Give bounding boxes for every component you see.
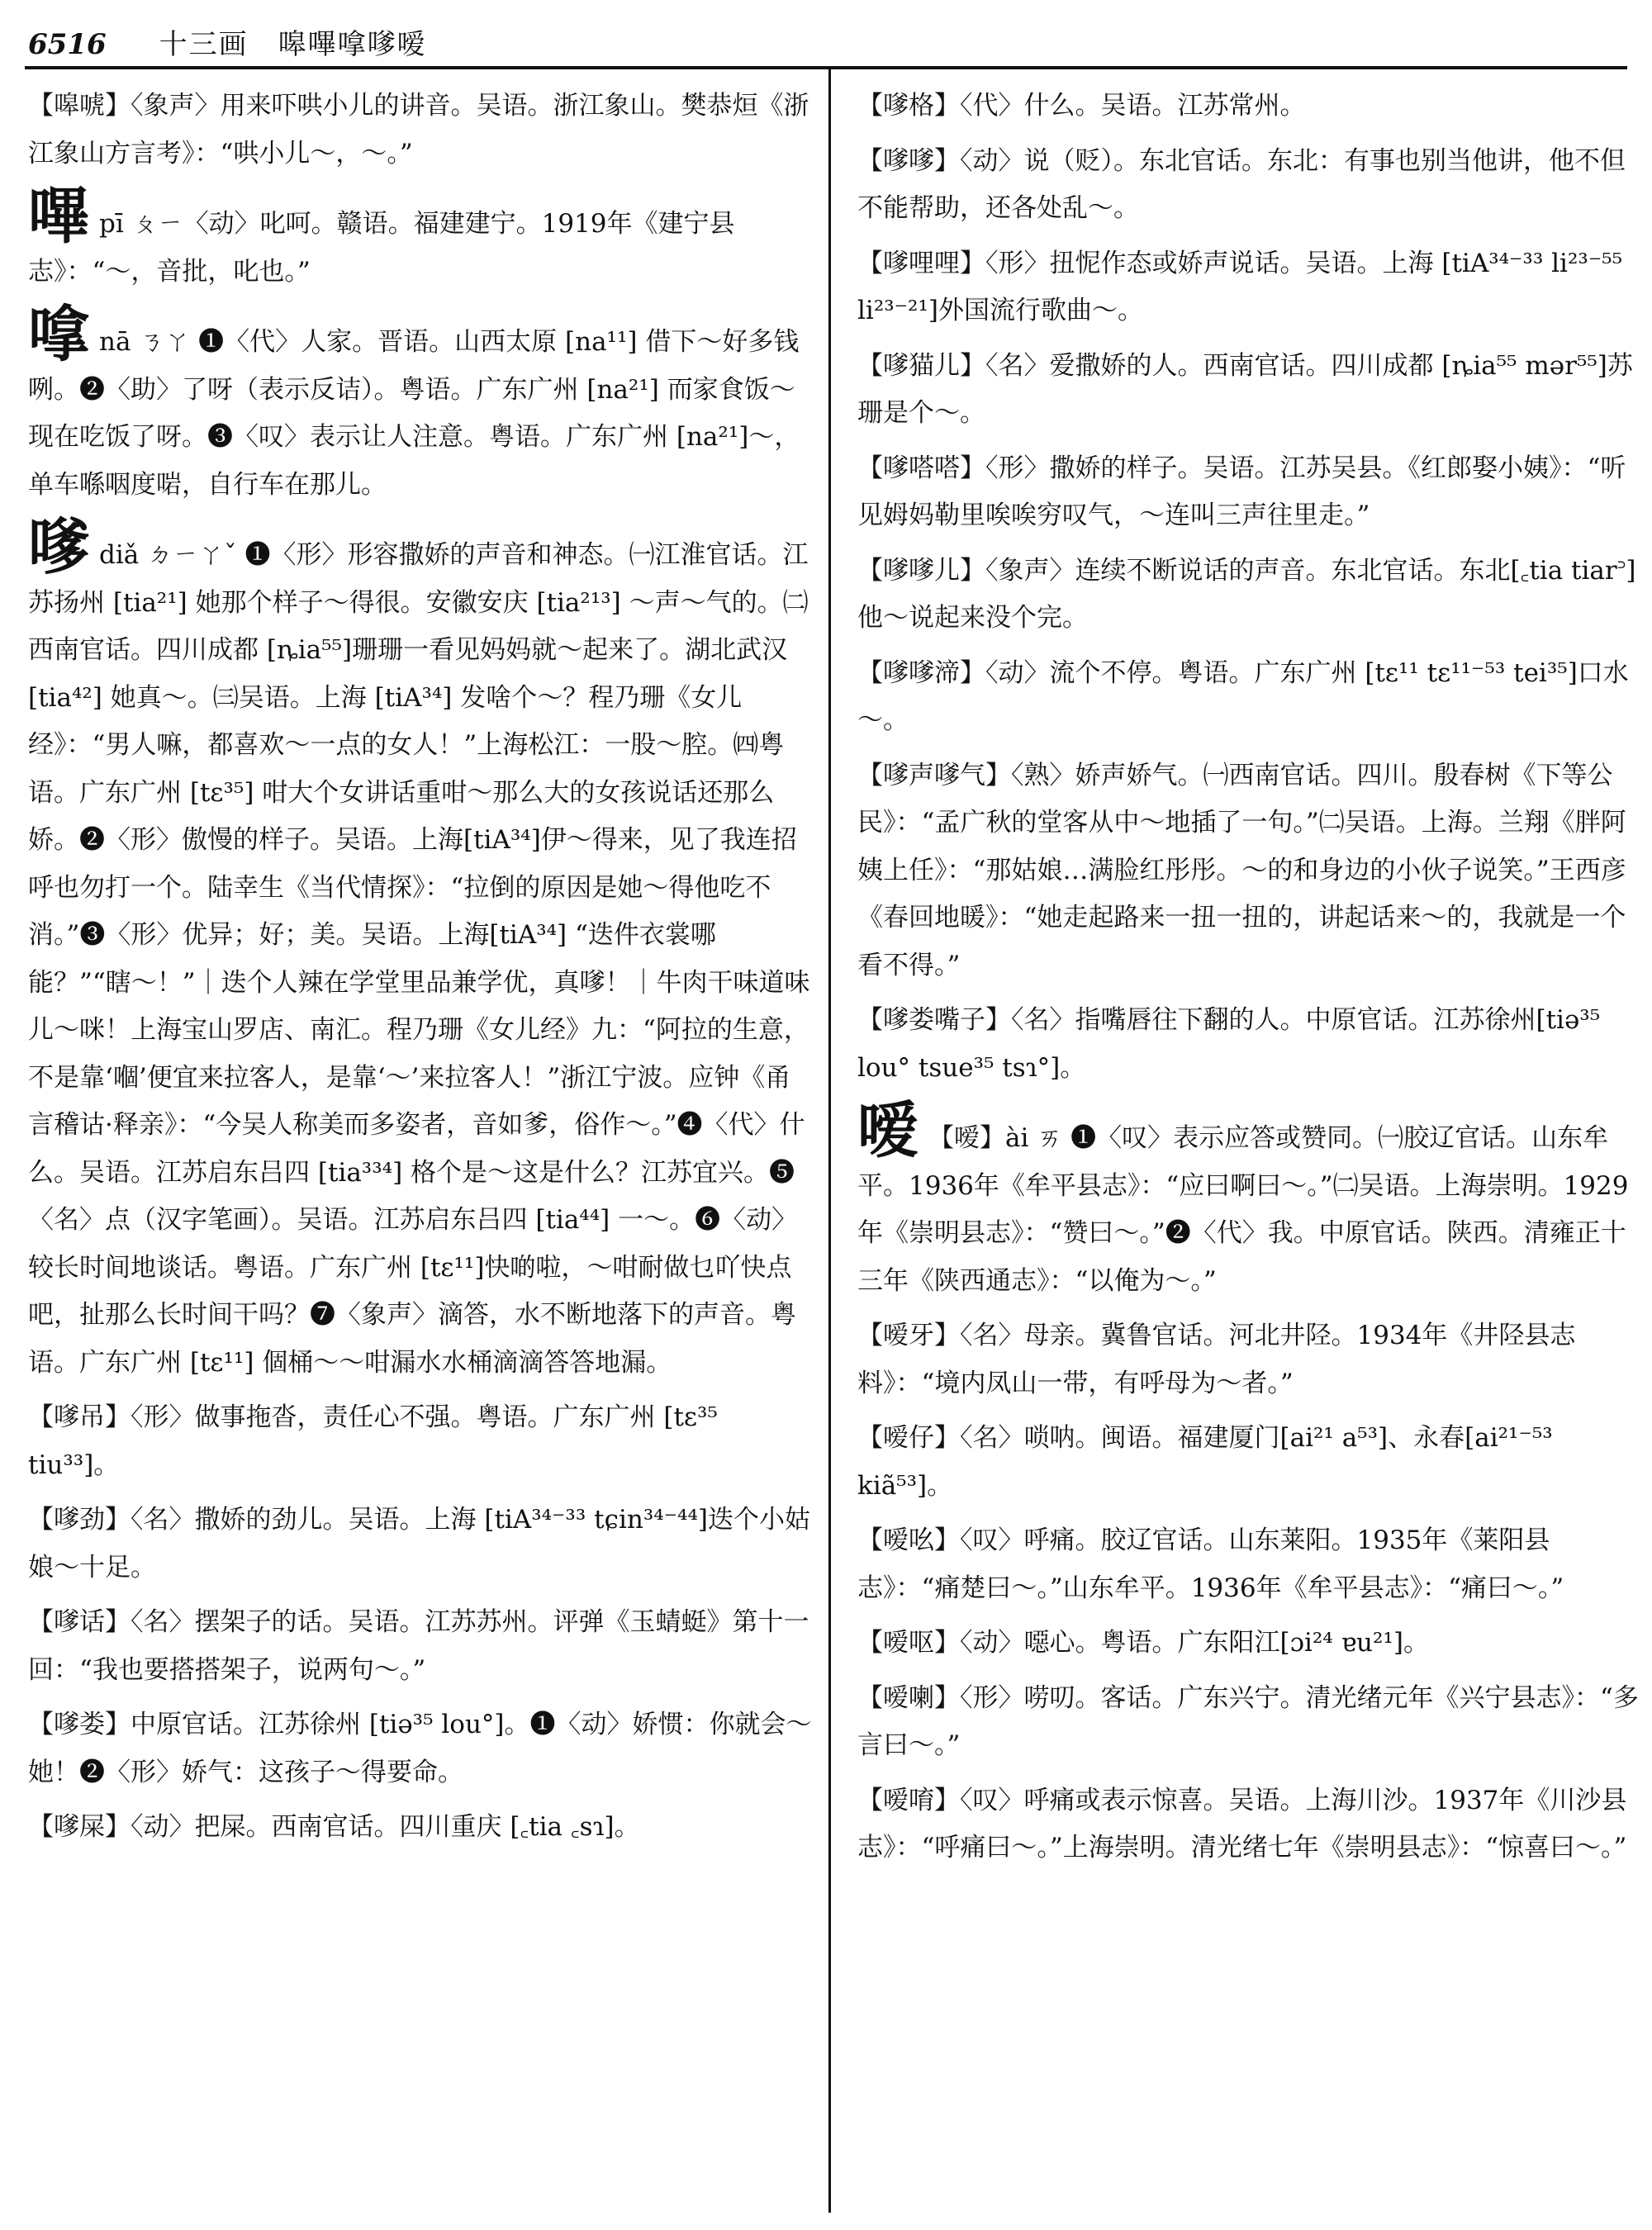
left-column: [28, 83, 813, 1859]
entry-hao-hu: 【嗥唬】〈象声〉用来吓哄小儿的讲音。吴语。浙江象山。樊恭烜《浙江象山方言考》：“哄小儿～，～。”: [28, 91, 809, 168]
entry-dia-lou: 【嗲娄】中原官话。江苏徐州 [tiə³⁵ lou°]。❶〈动〉娇惯：你就会～她！❷〈形〉娇气：这孩子～得要命。: [28, 1710, 812, 1787]
entry-ai-yu: 【嗳唷】〈叹〉呼痛或表示惊喜。吴语。上海川沙。1937年《川沙县志》：“呼痛曰～。”上海崇明。清光绪七年《崇明县志》：“惊喜曰～。”: [857, 1785, 1627, 1862]
column-divider: [828, 69, 831, 2213]
headword-ai: 嗳: [857, 1095, 919, 1166]
entry-pi: [28, 181, 813, 296]
headword-pi: 嗶: [28, 181, 89, 252]
entry-dia-hua: 【嗲话】〈名〉摆架子的话。吴语。江苏苏州。评弹《玉蜻蜓》第十一回：“我也要搭搭架子，说两句～。”: [28, 1607, 809, 1685]
entry-dia-dia-er: 【嗲嗲儿】〈象声〉连续不断说话的声音。东北官话。东北[꜀tia tiar꜄] 他～说起来没个完。: [857, 555, 1636, 633]
entry-dia-dia: 【嗲嗲】〈动〉说（贬）。东北官话。东北：有事也别当他讲，他不但不能帮助，还各处乱～。: [857, 145, 1626, 223]
entry-ai-ou: 【嗳呕】〈动〉噁心。粤语。广东阳江[ɔi²⁴ ɐu²¹]。: [857, 1628, 1429, 1658]
section-title: 十三画 嗥嗶嗱嗲嗳: [159, 28, 427, 61]
right-column: [857, 83, 1642, 1880]
entry-na-text: nā ㄋㄚ ❶〈代〉人家。晋语。山西太原 [na¹¹] 借下～好多钱咧。❷〈助〉了呀（表示反诘）。粤语。广东广州 [na²¹] 而家食饭～现在吃饭了呀。❸〈叹〉表示让人注意。粤语。广东广州 [na²¹]～，单车喺咽度啱，自行车在那儿。: [28, 327, 800, 500]
entry-dia-mao-er: 【嗲猫儿】〈名〉爱撒娇的人。西南官话。四川成都 [ȵia⁵⁵ mər⁵⁵]苏珊是个～。: [857, 350, 1633, 428]
entry-dia-text: diǎ ㄉㄧㄚˇ ❶〈形〉形容撒娇的声音和神态。㈠江淮官话。江苏扬州 [tia²¹] 她那个样子～得很。安徽安庆 [tia²¹³] ～声～气的。㈡西南官话。四川成都 [ȵia⁵⁵]珊珊一看见妈妈就～起来了。湖北武汉[tia⁴²] 她真～。㈢吴语。上海 [tiA³⁴] 发啥个～？程乃珊《女儿经》：“男人嘛，都喜欢～一点的女人！”上海松江：一股～腔。㈣粤语。广东广州 [tɛ³⁵] 咁大个女讲话重咁～那么大的女孩说话还那么娇。❷〈形〉傲慢的样子。吴语。上海[tiA³⁴]伊～得来，见了我连招呼也勿打一个。陆幸生《当代情探》：“拉倒的原因是她～得他吃不消。”❸〈形〉优异；好；美。吴语。上海[tiA³⁴] “迭件衣裳哪能？”“瞎～！”｜迭个人辣在学堂里品兼学优，真嗲！｜牛肉干味道味儿～咪！上海宝山罗店、南汇。程乃珊《女儿经》九：“阿拉的生意，不是靠‘嗰’便宜来拉客人，是靠‘～’来拉客人！”浙江宁波。应钟《甬言稽诂·释亲》：“今吴人称美而多姿者，音如爹，俗作～。”❹〈代〉什么。吴语。江苏启东吕四 [tia³³⁴] 格个是～这是什么？江苏宜兴。❺〈名〉点（汉字笔画）。吴语。江苏启东吕四 [tia⁴⁴] 一～。❻〈动〉较长时间地谈话。粤语。广东广州 [tɛ¹¹]快啲啦，～咁耐做乜吖快点吧，扯那么长时间干吗？❼〈象声〉滴答，水不断地落下的声音。粤语。广东广州 [tɛ¹¹] 個桶～～咁漏水水桶滴滴答答地漏。: [28, 540, 810, 1378]
entry-dia-diao: 【嗲吊】〈形〉做事拖沓，责任心不强。粤语。广东广州 [tɛ³⁵ tiu³³]。: [28, 1402, 718, 1480]
running-head: [28, 21, 427, 64]
entry-dia-jin: 【嗲劲】〈名〉撒娇的劲儿。吴语。上海 [tiA³⁴⁻³³ tɕin³⁴⁻⁴⁴]迭个小姑娘～十足。: [28, 1505, 810, 1582]
entry-dia: [28, 512, 813, 1387]
entry-ai: [857, 1095, 1642, 1305]
headword-dia: 嗲: [28, 512, 89, 583]
entry-dia-ge: 【嗲格】〈代〉什么。吴语。江苏常州。: [857, 91, 1306, 121]
entry-dia-li-li: 【嗲哩哩】〈形〉扭怩作态或娇声说话。吴语。上海 [tiA³⁴⁻³³ li²³⁻⁵⁵ li²³⁻²¹]外国流行歌曲～。: [857, 248, 1623, 325]
entry-pi-text: pī ㄆㄧ〈动〉叱呵。赣语。福建建宁。1919年《建宁县志》：“～，音批，叱也。”: [28, 209, 735, 287]
entry-ai-zai: 【嗳仔】〈名〉唢呐。闽语。福建厦门[ai²¹ a⁵³]、永春[ai²¹⁻⁵³ kiã⁵³]。: [857, 1423, 1553, 1501]
entry-dia-lou-zui-zi: 【嗲娄嘴子】〈名〉指嘴唇往下翻的人。中原官话。江苏徐州[tiə³⁵ lou° tsue³⁵ tsɿ°]。: [857, 1005, 1601, 1083]
entry-ai-ya: 【嗳牙】〈名〉母亲。冀鲁官话。河北井陉。1934年《井陉县志料》：“境内凤山一带，有呼母为～者。”: [857, 1321, 1576, 1398]
entry-dia-dia-di: 【嗲嗲渧】〈动〉流个不停。粤语。广东广州 [tɛ¹¹ tɛ¹¹⁻⁵³ tei³⁵]口水～。: [857, 657, 1629, 735]
header-rule: [25, 66, 1627, 69]
entry-ai-la: 【嗳喇】〈形〉唠叨。客话。广东兴宁。清光绪元年《兴宁县志》：“多言曰～。”: [857, 1682, 1639, 1760]
headword-na: 嗱: [28, 299, 89, 370]
entry-dia-shi: 【嗲屎】〈动〉把屎。西南官话。四川重庆 [꜀tia ꜀sɿ]。: [28, 1812, 640, 1842]
page-number: 6516: [28, 28, 107, 61]
entry-ai-text: 【嗳】ài ㄞ ❶〈叹〉表示应答或赞同。㈠胶辽官话。山东牟平。1936年《牟平县志》：“应曰啊曰～。”㈡吴语。上海崇明。1929年《崇明县志》：“赞曰～。”❷〈代〉我。中原官话。陕西。清雍正十三年《陕西通志》：“以俺为～。”: [857, 1123, 1629, 1296]
entry-na: [28, 299, 813, 509]
entry-dia-sheng-dia-qi: 【嗲声嗲气】〈熟〉娇声娇气。㈠西南官话。四川。殷春树《下等公民》：“孟广秋的堂客从中～地插了一句。”㈡吴语。上海。兰翔《胖阿姨上任》：“那姑娘…满脸红彤彤。～的和身边的小伙子说笑。”王西彦《春回地暖》：“她走起路来一扭一扭的，讲起话来～的，我就是一个看不得。”: [857, 760, 1626, 980]
entry-dia-da-da: 【嗲嗒嗒】〈形〉撒娇的样子。吴语。江苏吴县。《红郎娶小姨》：“听见姆妈勒里唉唉穷叹气，～连叫三声往里走。”: [857, 453, 1626, 530]
entry-ai-yao: 【嗳吆】〈叹〉呼痛。胶辽官话。山东莱阳。1935年《莱阳县志》：“痛楚曰～。”山东牟平。1936年《牟平县志》：“痛曰～。”: [857, 1525, 1564, 1603]
